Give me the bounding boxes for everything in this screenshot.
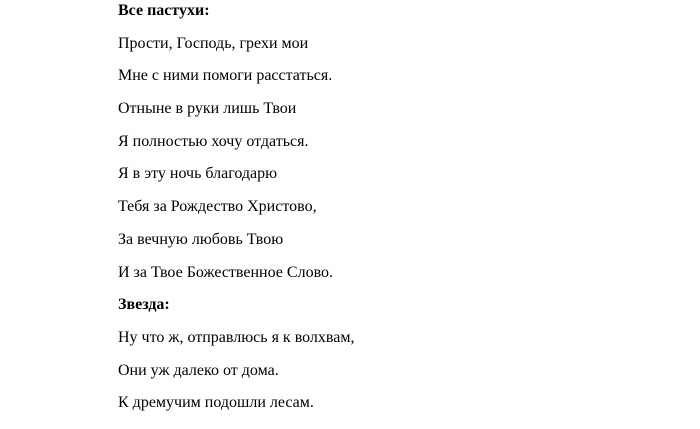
verse-line: И за Твое Божественное Слово. — [118, 263, 334, 281]
dialogue-block-shepherds — [118, 0, 678, 289]
verse-line: Мне с ними помоги расстаться. — [118, 67, 333, 85]
verse-line: Прости, Господь, грехи мои — [118, 34, 309, 52]
verse-line: К дремучим подошли лесам. — [118, 394, 314, 412]
verse-line: Тебя за Рождество Христово, — [118, 198, 317, 216]
verse-line: Я полностью хочу отдаться. — [118, 132, 309, 150]
dialogue-block-star — [118, 289, 678, 420]
speaker-label: Все пастухи: — [118, 2, 210, 19]
verse-line: Ну что ж, отправлюсь я к волхвам, — [118, 328, 355, 346]
verse-line: Они уж далеко от дома. — [118, 361, 279, 379]
speaker-label: Звезда: — [118, 296, 170, 314]
verse-line: За вечную любовь Твою — [118, 230, 284, 248]
verse-line: Отныне в руки лишь Твои — [118, 100, 297, 118]
document-page — [118, 0, 678, 420]
verse-line: Я в эту ночь благодарю — [118, 165, 278, 183]
